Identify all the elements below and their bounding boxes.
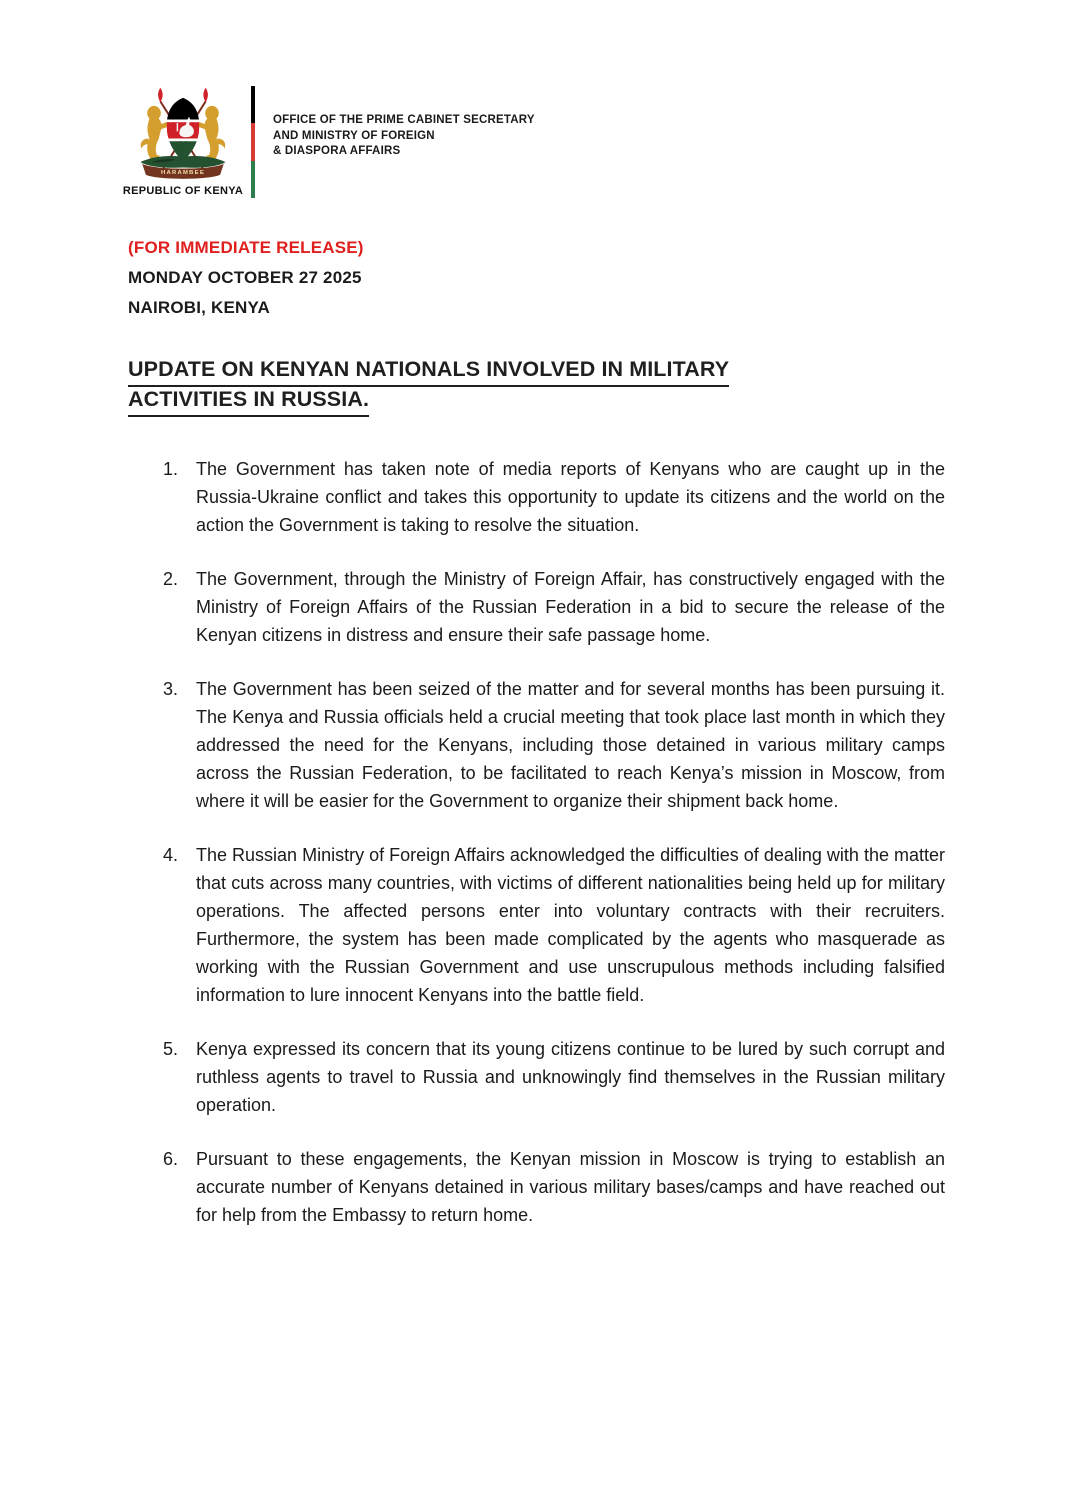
title-line-1: UPDATE ON KENYAN NATIONALS INVOLVED IN MILITARY [128,357,729,387]
paragraph-text: The Government has been seized of the matter and for several months has been pursuing it. The Kenya and Russia officials held a crucial meeting that took place last month in which they addressed the need for the Kenyans, including those detained in various military camps across the Russian Federation, to be facilitated to reach Kenya’s mission in Moscow, from where it will be easier for the Government to organize their shipment back home. [196,679,945,811]
flag-color-divider [251,86,255,198]
paragraph-number: 6. [163,1149,179,1169]
paragraph-6 [163,1145,945,1229]
paragraph-5 [163,1035,945,1119]
kenya-coat-of-arms-icon [122,86,244,182]
lion-right [196,106,226,162]
paragraph-4 [163,841,945,1009]
release-date: MONDAY OCTOBER 27 2025 [128,268,362,287]
release-info [128,233,945,323]
paragraph-text: The Russian Ministry of Foreign Affairs acknowledged the difficulties of dealing with the matter that cuts across many countries, with victims of different nationalities being held up for military operations. The affected persons enter into voluntary contracts with their recruiters. Furthermore, the system has been made complicated by the agents who masquerade as working with the Russian Government and use unscrupulous methods including falsified information to lure innocent Kenyans into the battle field. [196,845,945,1005]
paragraph-text: Pursuant to these engagements, the Kenyan mission in Moscow is trying to establish an accurate number of Kenyans detained in various military bases/camps and have reached out for help from the Embassy to return home. [196,1149,945,1225]
shield [164,95,202,163]
release-location: NAIROBI, KENYA [128,298,270,317]
press-release-body [163,455,945,1229]
office-line-2: AND MINISTRY OF FOREIGN [273,129,435,142]
office-line-1: OFFICE OF THE PRIME CABINET SECRETARY [273,114,535,126]
paragraph-2 [163,565,945,649]
immediate-release-tag: (FOR IMMEDIATE RELEASE) [128,238,364,257]
paragraph-number: 4. [163,845,179,865]
divider-black-segment [251,86,255,123]
paragraph-number: 3. [163,679,179,699]
paragraph-text: The Government, through the Ministry of Foreign Affair, has constructively engaged with the Ministry of Foreign Affairs of the Russian Federation in a bid to secure the release of the Kenyan citizens in distress and ensure their safe passage home. [196,569,945,645]
letterhead [120,86,945,198]
office-line-3: & DIASPORA AFFAIRS [273,145,401,157]
paragraph-3 [163,675,945,815]
divider-red-segment [251,123,255,160]
coat-of-arms [120,86,246,198]
republic-of-kenya-caption: REPUBLIC OF KENYA [122,185,244,197]
office-title-block [273,86,535,198]
title-line-2: ACTIVITIES IN RUSSIA. [128,387,369,417]
paragraph-text: Kenya expressed its concern that its young citizens continue to be lured by such corrupt and ruthless agents to travel to Russia and unknowingly find themselves in the Russian military operation. [196,1039,945,1115]
divider-green-segment [251,161,255,198]
motto-text: HARAMBEE [160,169,206,176]
paragraph-number: 2. [163,569,179,589]
paragraph-text: The Government has taken note of media reports of Kenyans who are caught up in the Russia-Ukraine conflict and takes this opportunity to update its citizens and the world on the action the Government is taking to resolve the situation. [196,459,945,535]
document-title [128,357,945,417]
paragraph-number: 5. [163,1039,179,1059]
paragraph-1 [163,455,945,539]
paragraph-number: 1. [163,459,179,479]
lion-left [141,106,171,162]
